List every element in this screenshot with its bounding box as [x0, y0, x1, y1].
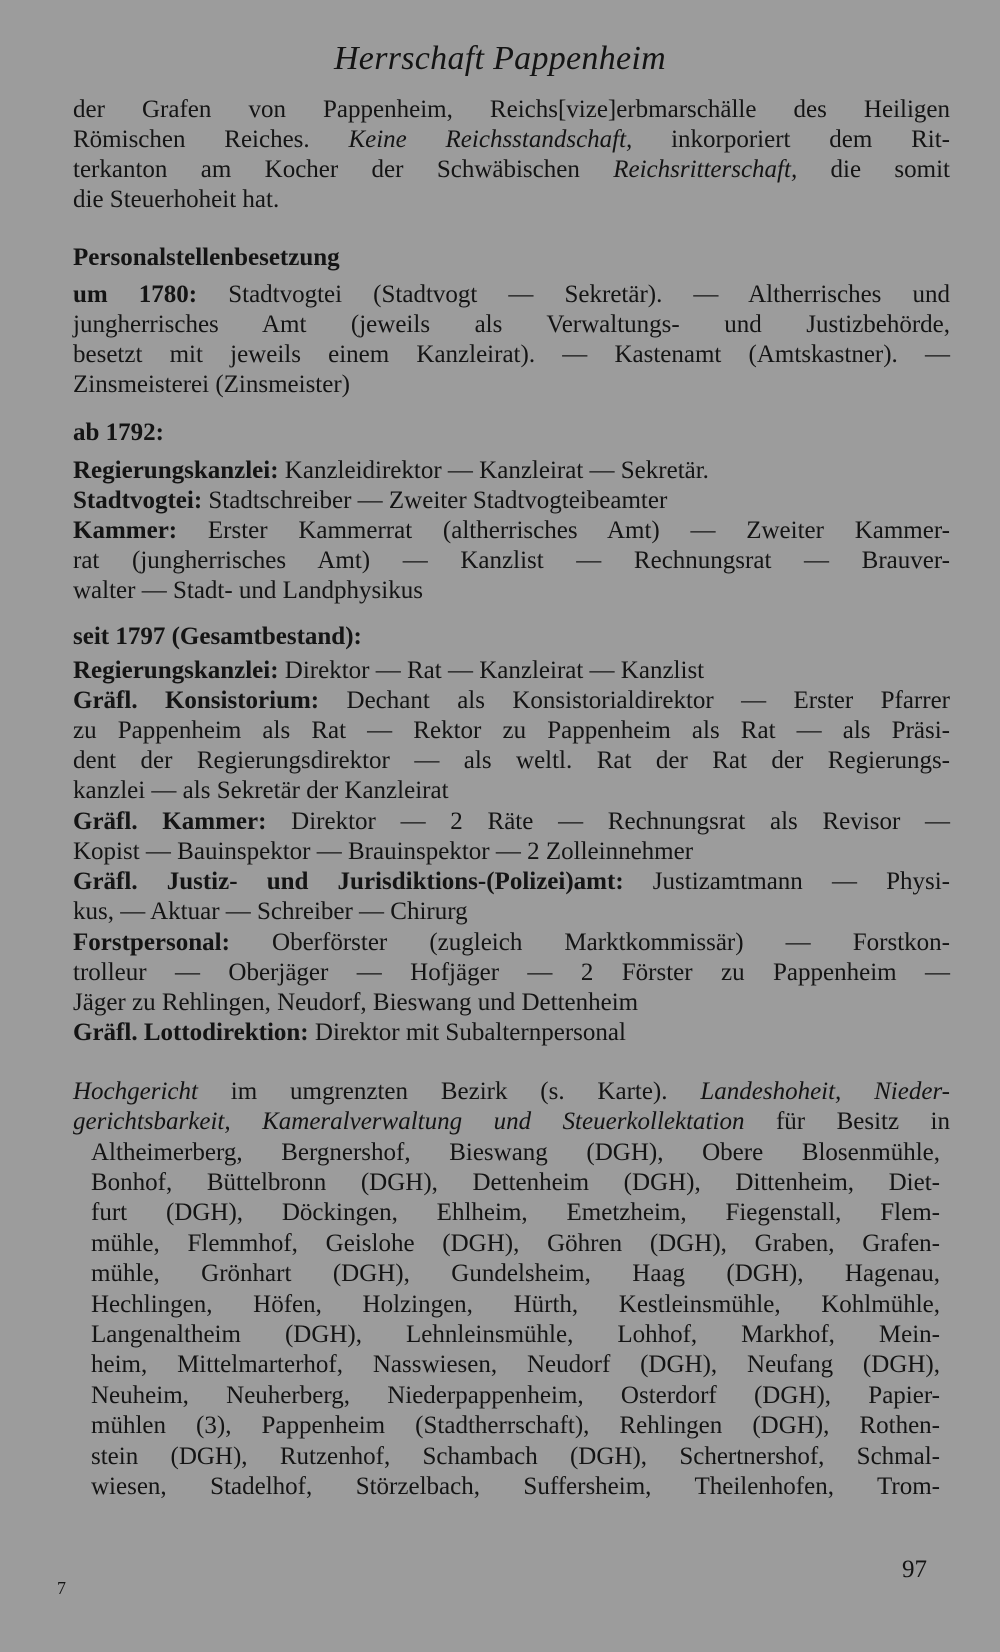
- office-label: Regierungskanzlei:: [73, 657, 279, 684]
- margin-mark: 7: [57, 1578, 66, 1598]
- intro-line-2: [73, 125, 950, 155]
- text: Oberförster (zugleich Marktkommissär) — Forstkon-: [229, 929, 950, 956]
- place-list-line: mühle, Grönhart (DGH), Gundelsheim, Haag (DGH), Hagenau,: [91, 1260, 940, 1287]
- staff-1797-justiz-line-2: kus, — Aktuar — Schreiber — Chirurg: [73, 898, 468, 925]
- place-list-line: Altheimerberg, Bergnershof, Bieswang (DGH), Obere Blosenmühle,: [91, 1139, 940, 1166]
- intro-line-1: der Grafen von Pappenheim, Reichs[vize]erbmarschälle des Heiligen: [73, 96, 950, 123]
- staff-1797-forst-line-1: [73, 928, 950, 958]
- staff-1780-line-1: [73, 280, 950, 310]
- office-label: Gräfl. Justiz- und Jurisdiktions-(Polizei)amt:: [73, 868, 624, 895]
- text: Stadtschreiber — Zweiter Stadtvogteibeamter: [202, 487, 668, 514]
- emphasis-niedergerichtsbarkeit: gerichtsbarkeit, Kameralverwaltung und Steuerkollektation: [73, 1108, 745, 1135]
- office-label: Forstpersonal:: [73, 929, 230, 956]
- staff-1797-forst-line-2: trolleur — Oberjäger — Hofjäger — 2 Förster zu Pappenheim —: [73, 959, 950, 986]
- intro-line-4: die Steuerhoheit hat.: [73, 186, 280, 213]
- emphasis-landeshoheit: Landeshoheit, Nieder-: [700, 1078, 950, 1105]
- staff-1792-stadtvogtei: [73, 486, 950, 516]
- office-label: Regierungskanzlei:: [73, 457, 279, 484]
- place-list-line: Langenaltheim (DGH), Lehnleinsmühle, Lohhof, Markhof, Mein-: [91, 1321, 940, 1348]
- text: Direktor — 2 Räte — Rechnungsrat als Revisor —: [266, 808, 950, 835]
- text: Direktor mit Subalternpersonal: [308, 1019, 626, 1046]
- staff-1797-regierung: [73, 656, 950, 686]
- place-list-line: Hechlingen, Höfen, Holzingen, Hürth, Kestleinsmühle, Kohlmühle,: [91, 1291, 940, 1318]
- staff-1797-justiz-line-1: [73, 867, 950, 897]
- place-list-line: wiesen, Stadelhof, Störzelbach, Suffersheim, Theilenhofen, Trom-: [91, 1473, 940, 1500]
- staff-1797-kammer-line-2: Kopist — Bauinspektor — Brauinspektor — 2 Zolleinnehmer: [73, 838, 694, 865]
- place-list-line: mühle, Flemmhof, Geislohe (DGH), Göhren (DGH), Graben, Grafen-: [91, 1230, 940, 1257]
- staff-1792-kammer-line-3: walter — Stadt- und Landphysikus: [73, 577, 423, 604]
- text: Erster Kammerrat (altherrisches Amt) — Zweiter Kammer-: [177, 517, 950, 544]
- jurisdiction-line-1: [73, 1077, 950, 1107]
- place-list-line: mühlen (3), Pappenheim (Stadtherrschaft), Rehlingen (DGH), Rothen-: [91, 1412, 940, 1439]
- staff-1797-kammer-line-1: [73, 807, 950, 837]
- emphasis-reichsritterschaft: Reichsritterschaft,: [613, 156, 798, 183]
- jurisdiction-line-2: [73, 1107, 950, 1137]
- office-label: Gräfl. Konsistorium:: [73, 687, 320, 714]
- emphasis-reichsstandschaft: Keine Reichsstandschaft,: [348, 126, 633, 153]
- page-number: 97: [902, 1556, 927, 1583]
- text: im umgrenzten Bezirk (s. Karte).: [197, 1078, 701, 1105]
- place-list-line: furt (DGH), Döckingen, Ehlheim, Emetzheim, Fiegenstall, Flem-: [91, 1199, 940, 1226]
- text: die somit: [797, 156, 951, 183]
- place-list-line: stein (DGH), Rutzenhof, Schambach (DGH), Schertnershof, Schmal-: [91, 1443, 940, 1470]
- staff-1792-regierung: [73, 456, 950, 486]
- intro-line-3: [73, 155, 950, 185]
- place-list-line: Neuheim, Neuherberg, Niederpappenheim, Osterdorf (DGH), Papier-: [91, 1382, 940, 1409]
- running-head: Herrschaft Pappenheim: [333, 40, 667, 77]
- staff-1797-konsistorium-line-1: [73, 686, 950, 716]
- text: für Besitz in: [744, 1108, 950, 1135]
- staff-heading: Personalstellenbesetzung: [73, 244, 340, 271]
- staff-1780-line-2: jungherrisches Amt (jeweils als Verwaltungs- und Justizbehörde,: [73, 311, 950, 338]
- text: Römischen Reiches.: [73, 126, 349, 153]
- staff-1792-kammer-line-2: rat (jungherrisches Amt) — Kanzlist — Rechnungsrat — Brauver-: [73, 547, 950, 574]
- staff-1797-konsistorium-line-2: zu Pappenheim als Rat — Rektor zu Pappenheim als Rat — als Präsi-: [73, 717, 950, 744]
- text: Justizamtmann — Physi-: [623, 868, 950, 895]
- staff-1797-lotto: [73, 1018, 950, 1048]
- staff-1797-konsistorium-line-4: kanzlei — als Sekretär der Kanzleirat: [73, 777, 449, 804]
- period-label-1797: seit 1797 (Gesamtbestand):: [73, 623, 362, 650]
- office-label: Kammer:: [73, 517, 178, 544]
- staff-1797-konsistorium-line-3: dent der Regierungsdirektor — als weltl. Rat der Rat der Regierungs-: [73, 747, 950, 774]
- place-list-line: heim, Mittelmarterhof, Nasswiesen, Neudorf (DGH), Neufang (DGH),: [91, 1351, 940, 1378]
- office-label: Stadtvogtei:: [73, 487, 203, 514]
- office-label: Gräfl. Kammer:: [73, 808, 267, 835]
- place-list-line: Bonhof, Büttelbronn (DGH), Dettenheim (DGH), Dittenheim, Diet-: [91, 1169, 940, 1196]
- text: Direktor — Rat — Kanzleirat — Kanzlist: [278, 657, 705, 684]
- text: Dechant als Konsistorialdirektor — Erster Pfarrer: [319, 687, 950, 714]
- staff-1780-line-4: Zinsmeisterei (Zinsmeister): [73, 371, 351, 398]
- office-label: Gräfl. Lottodirektion:: [73, 1019, 309, 1046]
- staff-1797-forst-line-3: Jäger zu Rehlingen, Neudorf, Bieswang und Dettenheim: [73, 989, 639, 1016]
- text: terkanton am Kocher der Schwäbischen: [73, 156, 614, 183]
- text: Kanzleidirektor — Kanzleirat — Sekretär.: [278, 457, 709, 484]
- staff-1780-line-3: besetzt mit jeweils einem Kanzleirat). — Kastenamt (Amtskastner). —: [73, 341, 950, 368]
- period-label-1792: ab 1792:: [73, 419, 164, 446]
- text: inkorporiert dem Rit-: [632, 126, 950, 153]
- text: Stadtvogtei (Stadtvogt — Sekretär). — Altherrisches und: [197, 281, 950, 308]
- emphasis-hochgericht: Hochgericht: [73, 1078, 198, 1105]
- period-label-1780: um 1780:: [73, 281, 198, 308]
- staff-1792-kammer-line-1: [73, 516, 950, 546]
